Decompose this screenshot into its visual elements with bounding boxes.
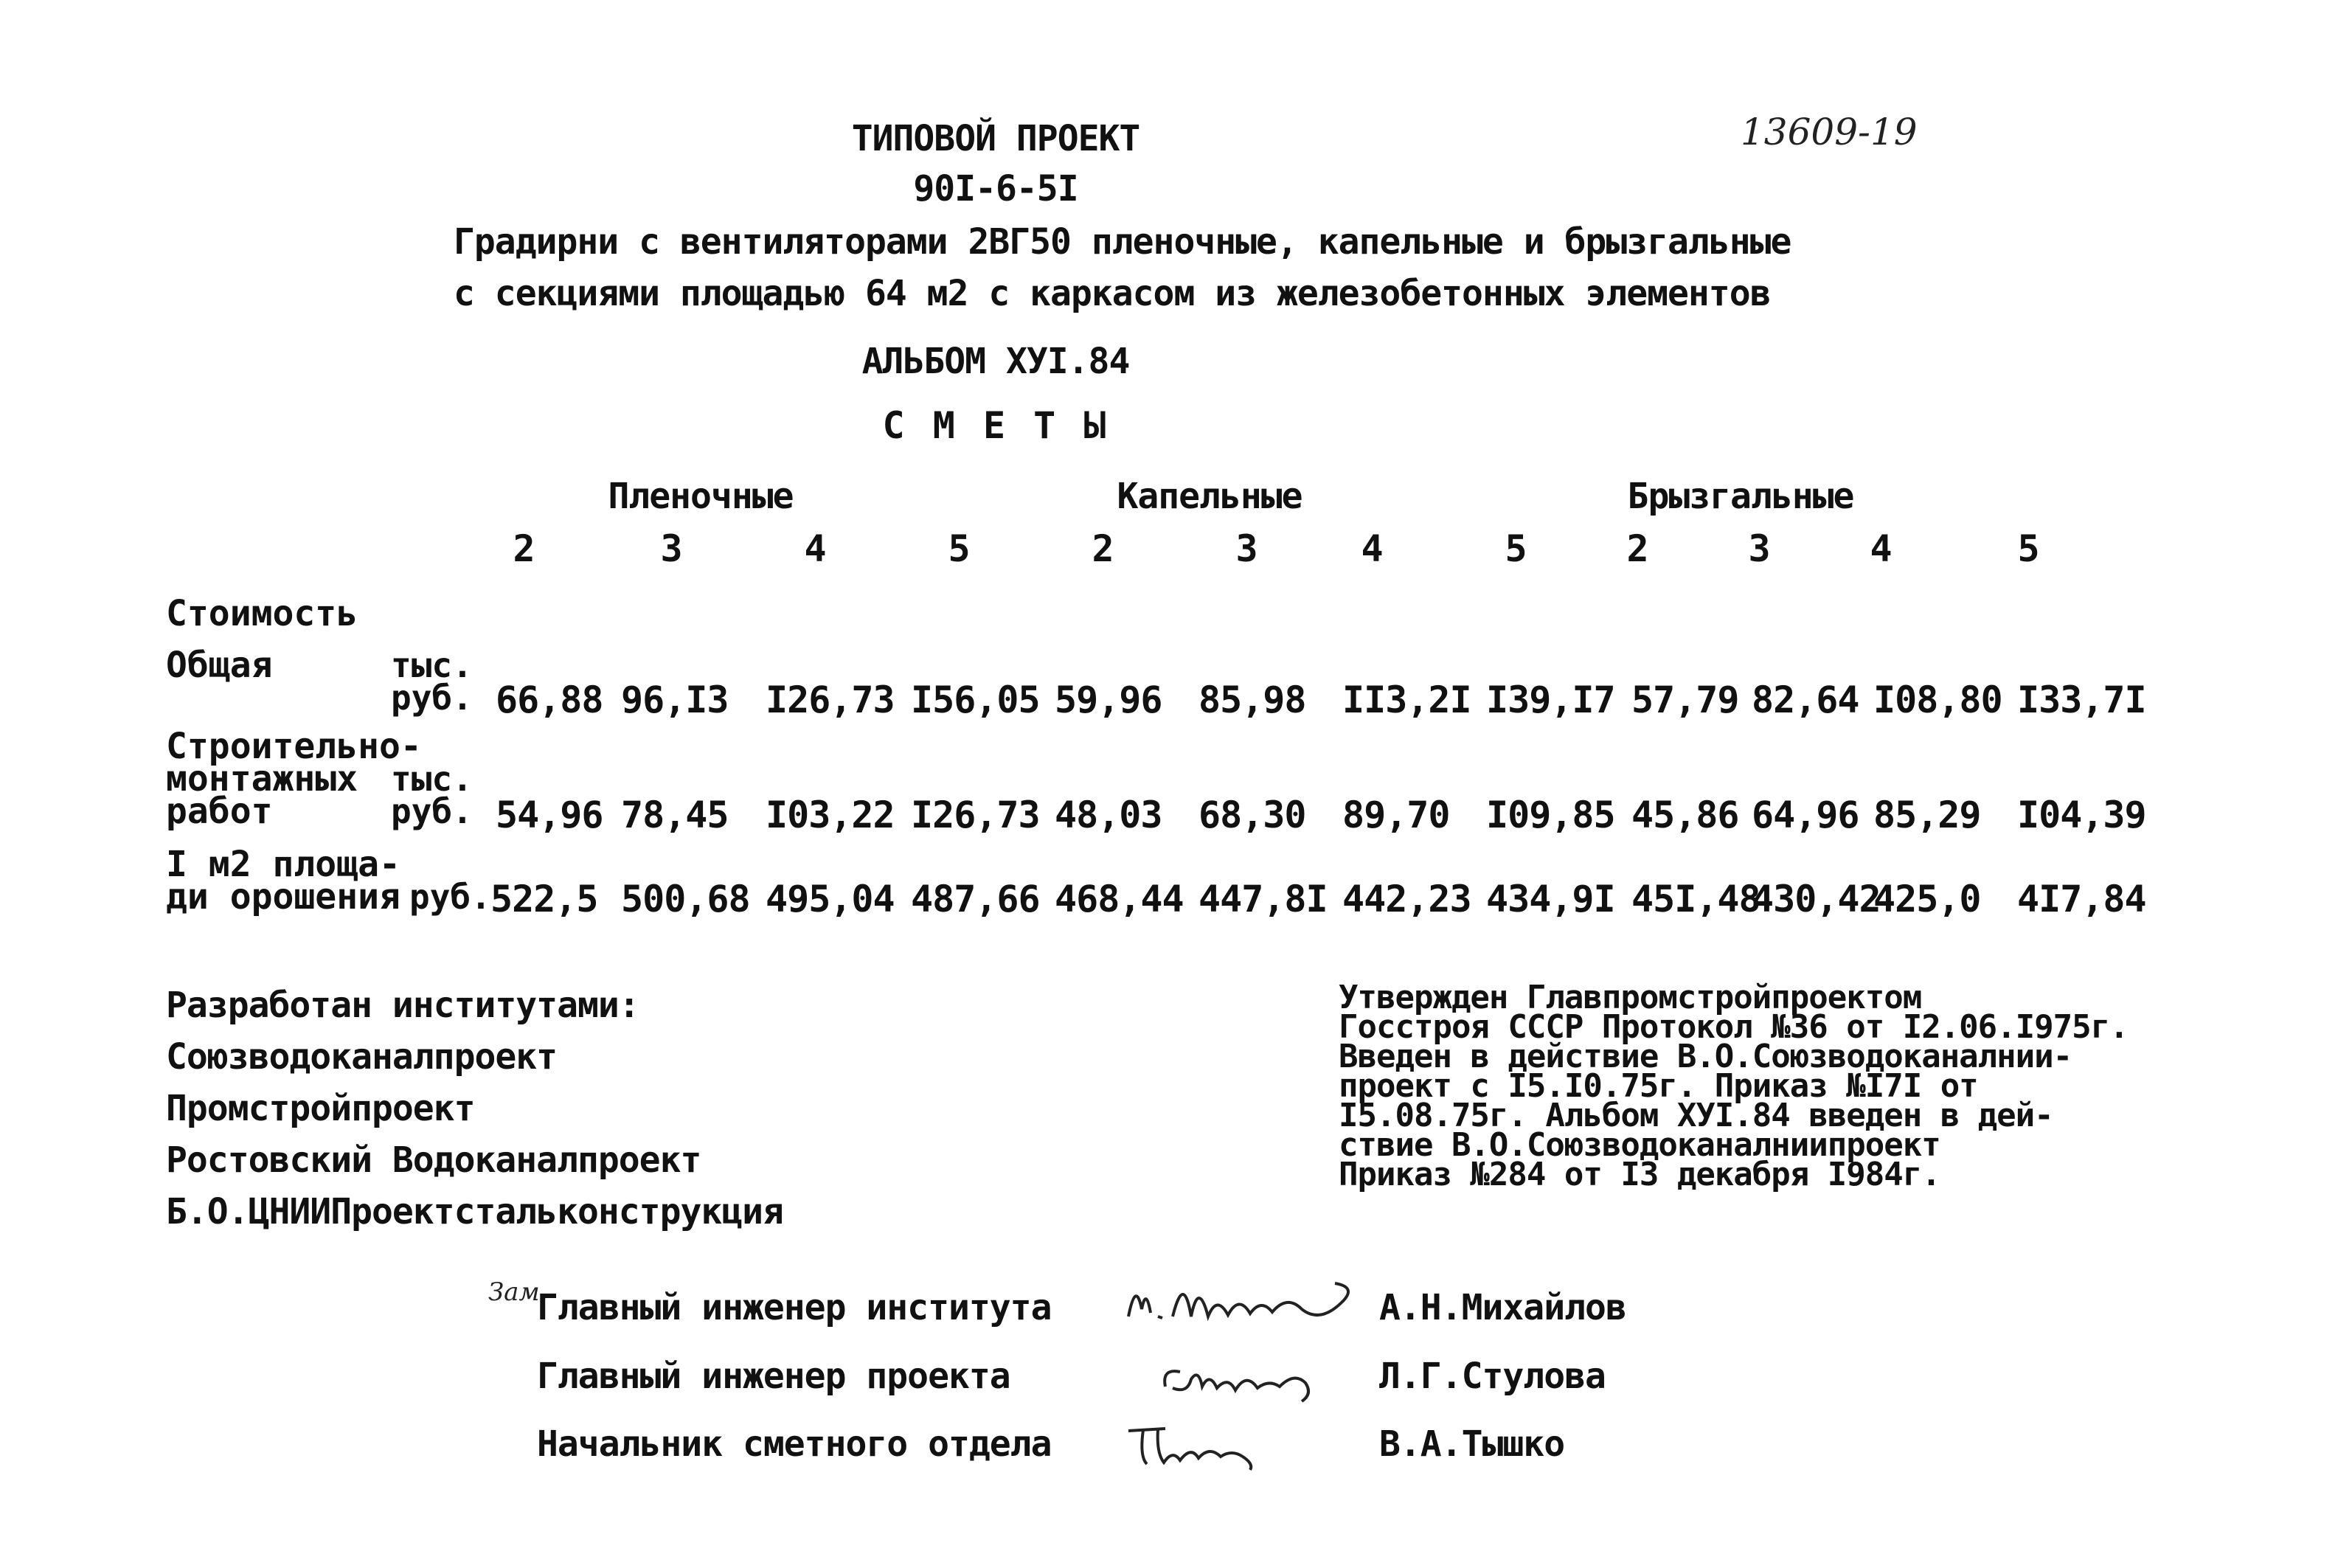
table-cell: 487,66 (911, 878, 1040, 920)
column-header: 3 (1748, 527, 1770, 570)
description-line-2: с секциями площадью 64 м2 с каркасом из железобетонных элементов (454, 273, 1771, 314)
table-cell: I26,73 (766, 679, 895, 721)
album-title: АЛЬБОМ ХУI.84 (861, 341, 1130, 382)
row-label-per-m2: I м2 площа- (166, 844, 400, 885)
table-cell: 468,44 (1055, 878, 1184, 920)
signature-position: Начальник сметного отдела (537, 1423, 1052, 1465)
column-header: 4 (1361, 527, 1383, 570)
section-label-cost: Стоимость (166, 593, 358, 634)
column-header: 5 (948, 527, 970, 570)
table-cell: 45,86 (1631, 794, 1739, 836)
column-header: 2 (1626, 527, 1648, 570)
table-cell: 522,5 (490, 878, 598, 920)
handwritten-code: 13609-19 (1741, 111, 1918, 153)
signature-mark (1121, 1265, 1364, 1331)
table-cell: I09,85 (1486, 794, 1615, 836)
table-cell: 425,0 (1873, 878, 1981, 920)
developers-heading: Разработан институтами: (166, 985, 639, 1026)
signatory-name: Л.Г.Стулова (1379, 1356, 1606, 1397)
table-cell: 82,64 (1752, 679, 1859, 721)
approval-line: проект с I5.I0.75г. Приказ №I7I от (1339, 1067, 1978, 1105)
table-cell: I03,22 (766, 794, 895, 836)
developer-item: Промстройпроект (166, 1088, 475, 1129)
row-unit: тыс. (391, 645, 473, 685)
row-label-construction: работ (166, 791, 273, 832)
signature-prefix: Зам. (488, 1277, 548, 1307)
project-number: 90I-6-5I (913, 168, 1078, 209)
description-line-1: Градирни с вентиляторами 2ВГ50 пленочные, капельные и брызгальные (454, 221, 1791, 263)
table-cell: 59,96 (1055, 679, 1162, 721)
row-label-per-m2: ди орошения (166, 876, 400, 917)
table-cell: 85,29 (1873, 794, 1981, 836)
column-header: 2 (513, 527, 535, 570)
row-unit: руб. (391, 678, 473, 718)
developer-item: Б.О.ЦНИИПроектстальконструкция (166, 1191, 783, 1232)
developer-item: Ростовский Водоканалпроект (166, 1139, 701, 1181)
approval-line: ствие В.О.Союзводоканалниипроект (1339, 1126, 1940, 1164)
row-unit: тыс. (391, 759, 473, 799)
table-cell: 78,45 (621, 794, 729, 836)
table-cell: 430,42 (1752, 878, 1881, 920)
document-heading: С М Е Т Ы (882, 404, 1109, 447)
table-cell: I39,I7 (1486, 679, 1615, 721)
table-cell: I26,73 (911, 794, 1040, 836)
signature-position: Главный инженер института (537, 1287, 1052, 1328)
document-type-title: ТИПОВОЙ ПРОЕКТ (851, 118, 1140, 159)
table-cell: I08,80 (1873, 679, 2002, 721)
signatory-name: А.Н.Михайлов (1379, 1287, 1626, 1328)
column-header: 4 (1870, 527, 1892, 570)
row-label-construction: Строительно- (166, 726, 422, 767)
column-header: 5 (1505, 527, 1527, 570)
table-cell: 85,98 (1198, 679, 1306, 721)
table-cell: 434,9I (1486, 878, 1615, 920)
approval-line: Утвержден Главпромстройпроектом (1339, 979, 1922, 1016)
group-header-drip: Капельные (1117, 476, 1302, 517)
signature-mark (1121, 1412, 1291, 1479)
signature-mark (1158, 1342, 1335, 1409)
table-cell: I56,05 (911, 679, 1040, 721)
column-header: 3 (1235, 527, 1257, 570)
table-cell: 500,68 (621, 878, 750, 920)
approval-line: Госстроя СССР Протокол №36 от I2.06.I975г. (1339, 1008, 2129, 1046)
group-header-spray: Брызгальные (1627, 476, 1854, 517)
table-cell: 447,8I (1198, 878, 1328, 920)
signatory-name: В.А.Тышко (1379, 1423, 1565, 1465)
table-cell: 45I,48 (1631, 878, 1760, 920)
group-header-film: Пленочные (608, 476, 794, 517)
table-cell: I04,39 (2017, 794, 2146, 836)
table-cell: 442,23 (1342, 878, 1471, 920)
table-cell: 54,96 (496, 794, 603, 836)
table-cell: 68,30 (1198, 794, 1306, 836)
table-cell: 57,79 (1631, 679, 1739, 721)
table-cell: 96,I3 (621, 679, 729, 721)
column-header: 2 (1092, 527, 1114, 570)
approval-line: Приказ №284 от I3 декабря I984г. (1339, 1156, 1940, 1193)
table-cell: 64,96 (1752, 794, 1859, 836)
table-cell: 495,04 (766, 878, 895, 920)
signature-position: Главный инженер проекта (537, 1356, 1010, 1397)
row-label-total: Общая (166, 645, 273, 686)
table-cell: I33,7I (2017, 679, 2146, 721)
table-cell: 66,88 (496, 679, 603, 721)
developer-item: Союзводоканалпроект (166, 1036, 558, 1078)
table-cell: 4I7,84 (2017, 878, 2146, 920)
table-cell: II3,2I (1342, 679, 1471, 721)
approval-line: I5.08.75г. Альбом ХУI.84 введен в дей- (1339, 1097, 2053, 1134)
table-cell: 89,70 (1342, 794, 1450, 836)
row-label-construction: монтажных (166, 758, 358, 799)
approval-line: Введен в действие В.О.Союзводоканалнии- (1339, 1038, 2072, 1075)
row-unit: руб. (409, 877, 491, 917)
table-cell: 48,03 (1055, 794, 1162, 836)
row-unit: руб. (391, 791, 473, 831)
column-header: 4 (804, 527, 826, 570)
column-header: 3 (660, 527, 682, 570)
column-header: 5 (2017, 527, 2039, 570)
